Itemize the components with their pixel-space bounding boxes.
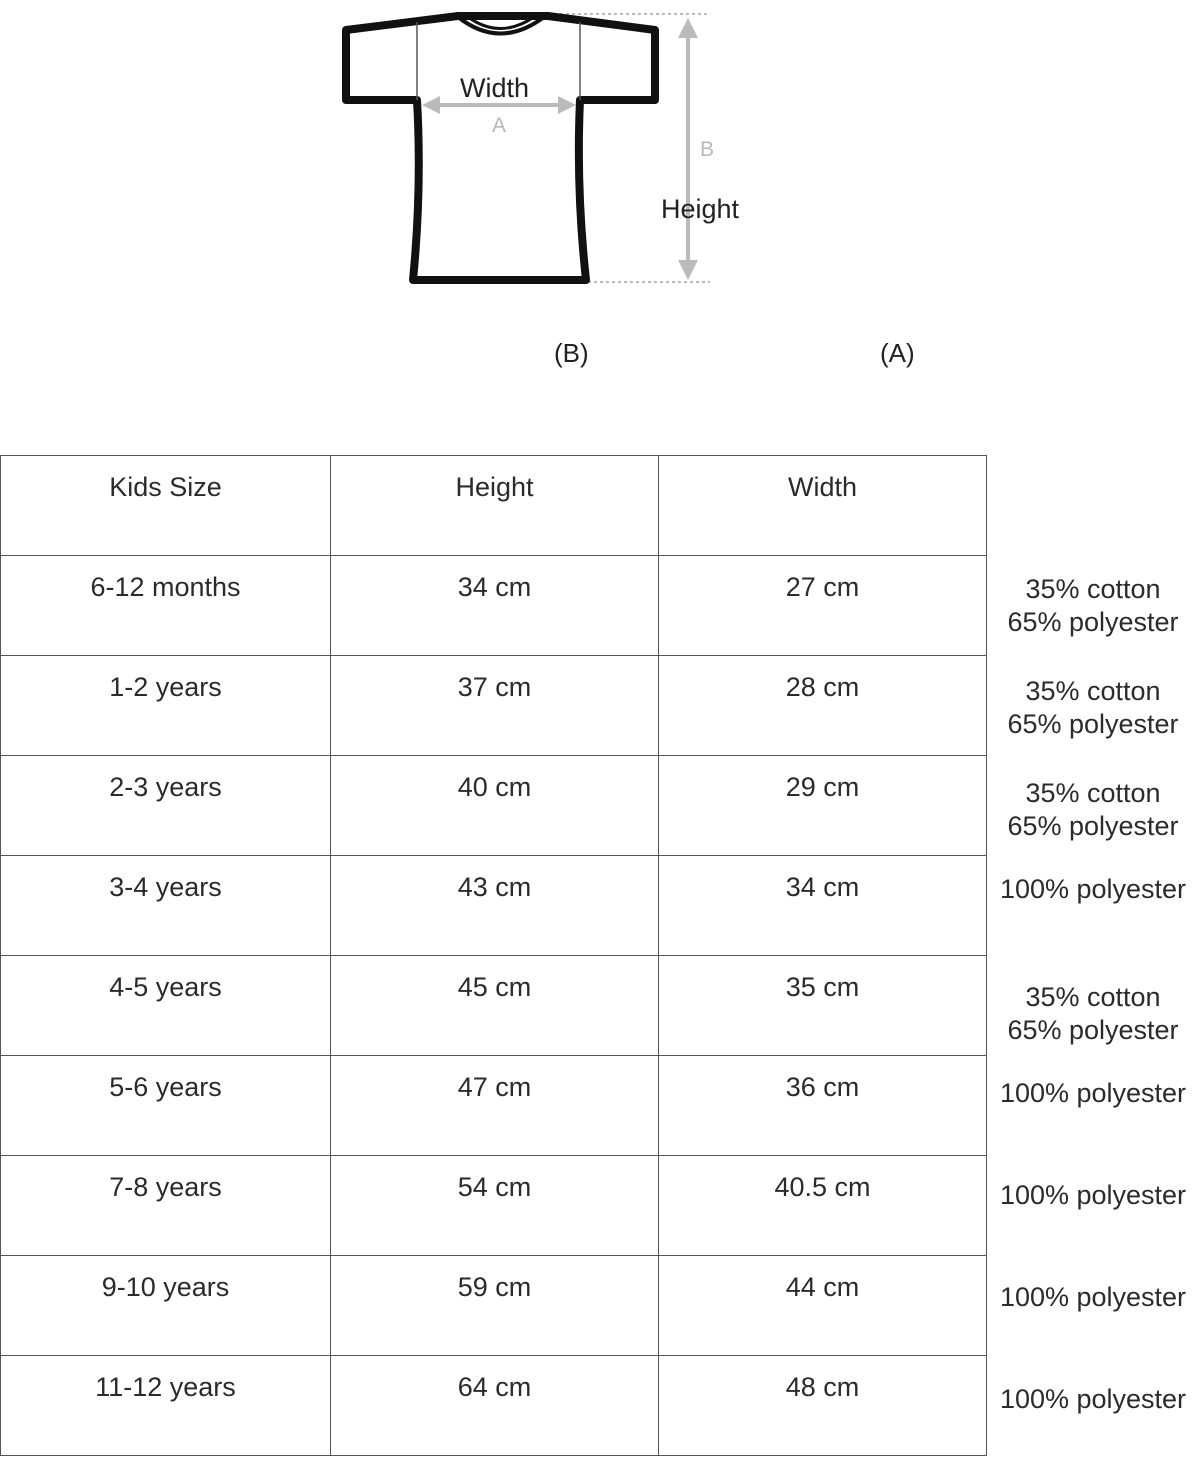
size-cell: 2-3 years <box>1 756 331 856</box>
width-label: Width <box>460 73 530 103</box>
height-cell: 34 cm <box>331 556 659 656</box>
table-row <box>1 1156 987 1256</box>
material-item: 100% polyester <box>999 1180 1187 1210</box>
table-row <box>1 556 987 656</box>
height-cell: 40 cm <box>331 756 659 856</box>
header-kids-size: Kids Size <box>1 456 331 556</box>
material-item: 100% polyester <box>999 1282 1187 1312</box>
height-cell: 47 cm <box>331 1056 659 1156</box>
height-cell: 37 cm <box>331 656 659 756</box>
width-cell: 36 cm <box>659 1056 987 1156</box>
size-cell: 5-6 years <box>1 1056 331 1156</box>
height-cell: 64 cm <box>331 1356 659 1456</box>
size-cell: 1-2 years <box>1 656 331 756</box>
size-cell: 4-5 years <box>1 956 331 1056</box>
width-cell: 27 cm <box>659 556 987 656</box>
width-cell: 35 cm <box>659 956 987 1056</box>
width-cell: 40.5 cm <box>659 1156 987 1256</box>
width-cell: 29 cm <box>659 756 987 856</box>
height-cell: 54 cm <box>331 1156 659 1256</box>
table-row <box>1 1056 987 1156</box>
size-table <box>0 455 987 1456</box>
table-header-row <box>1 456 987 556</box>
table-row <box>1 1256 987 1356</box>
material-item: 35% cotton 65% polyester <box>1007 778 1179 841</box>
caption-a: (A) <box>880 338 915 368</box>
material-item: 100% polyester <box>999 1078 1187 1108</box>
letter-a: A <box>492 114 507 137</box>
width-cell: 34 cm <box>659 856 987 956</box>
size-cell: 3-4 years <box>1 856 331 956</box>
width-cell: 44 cm <box>659 1256 987 1356</box>
material-item: 100% polyester <box>999 1384 1187 1414</box>
table-row <box>1 656 987 756</box>
size-cell: 6-12 months <box>1 556 331 656</box>
table-row <box>1 1356 987 1456</box>
material-item: 100% polyester <box>999 874 1187 904</box>
header-height: Height <box>331 456 659 556</box>
tshirt-diagram <box>318 8 768 298</box>
header-width: Width <box>659 456 987 556</box>
table-row <box>1 756 987 856</box>
table-row <box>1 856 987 956</box>
size-cell: 9-10 years <box>1 1256 331 1356</box>
size-cell: 11-12 years <box>1 1356 331 1456</box>
material-item: 35% cotton 65% polyester <box>1007 676 1179 739</box>
material-item: 35% cotton 65% polyester <box>1007 982 1179 1045</box>
letter-b: B <box>700 138 715 161</box>
width-cell: 48 cm <box>659 1356 987 1456</box>
material-item: 35% cotton 65% polyester <box>1007 574 1179 637</box>
height-label: Height <box>661 194 740 224</box>
width-cell: 28 cm <box>659 656 987 756</box>
height-cell: 59 cm <box>331 1256 659 1356</box>
height-cell: 45 cm <box>331 956 659 1056</box>
size-cell: 7-8 years <box>1 1156 331 1256</box>
table-row <box>1 956 987 1056</box>
material-column <box>986 557 1200 1475</box>
caption-b: (B) <box>554 338 589 368</box>
height-cell: 43 cm <box>331 856 659 956</box>
